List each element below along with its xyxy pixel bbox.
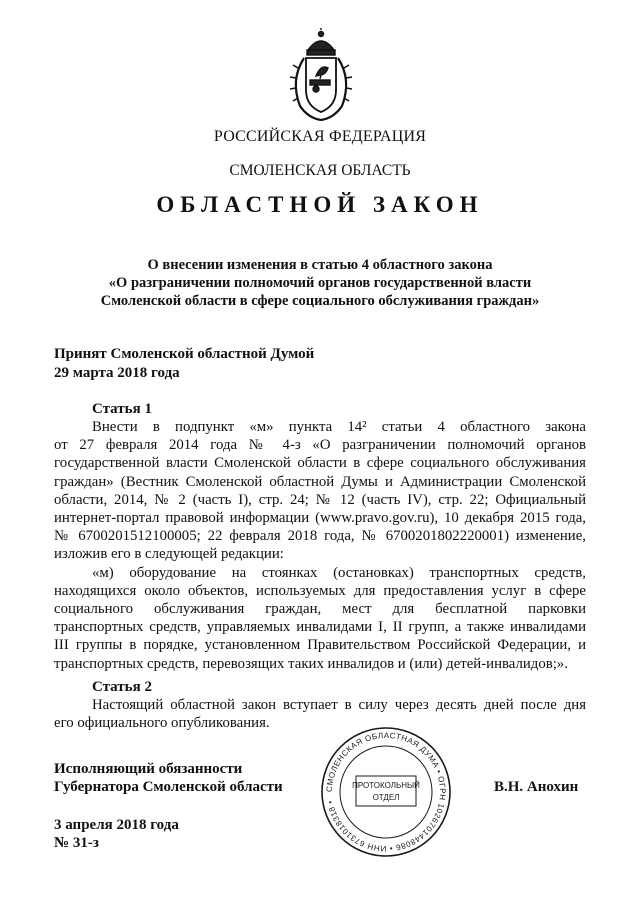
law-number: № 31-з bbox=[54, 835, 99, 851]
article1-line: № 6700201512100005; 22 февраля 2018 года, № 6700201802220001) изменение, bbox=[54, 528, 586, 545]
quote-line: транспортных средств, управляемых инвалидами I, II групп, а также инвалидами bbox=[54, 619, 586, 636]
signatory-name: В.Н. Анохин bbox=[494, 779, 579, 795]
article1-body bbox=[54, 418, 586, 673]
adoption-line: Принят Смоленской областной Думой bbox=[54, 346, 315, 362]
article1-line: области, 2014, № 2 (часть I), стр. 24; № 12 (часть IV), стр. 22; Официальный bbox=[54, 491, 586, 508]
document-type-heading: ОБЛАСТНОЙ ЗАКОН bbox=[156, 192, 484, 217]
quote-line: III группы в порядке, установленном Правительством Российской Федерации, и bbox=[54, 637, 586, 654]
law-title-line: «О разграничении полномочий органов государственной власти bbox=[108, 275, 532, 291]
quote-line: транспортных средств, перевозящих таких инвалидов и (или) детей-инвалидов;». bbox=[54, 655, 568, 672]
article2-line: Настоящий областной закон вступает в силу через десять дней после дня bbox=[92, 697, 586, 713]
law-title-line: О внесении изменения в статью 4 областного закона bbox=[147, 257, 493, 273]
stamp-outer-text: СМОЛЕНСКАЯ ОБЛАСТНАЯ ДУМА • ОГРН 1026701448086 • ИНН 6731018318 • bbox=[324, 730, 448, 854]
quote-line: «м) оборудование на стоянках (остановках) транспортных средств, bbox=[92, 564, 586, 581]
article2-heading: Статья 2 bbox=[92, 679, 152, 695]
article1-line: изложив его в следующей редакции: bbox=[54, 546, 284, 563]
official-stamp-icon bbox=[318, 724, 454, 860]
article1-line: Внести в подпункт «м» пункта 14² статьи 4 областного закона bbox=[92, 419, 586, 435]
law-title bbox=[0, 256, 640, 310]
stamp-center-line2: ОТДЕЛ bbox=[372, 793, 400, 802]
article1-heading: Статья 1 bbox=[92, 401, 152, 417]
signatory-role-line1: Исполняющий обязанности bbox=[54, 761, 243, 777]
adoption-date: 29 марта 2018 года bbox=[54, 365, 180, 381]
region-heading: СМОЛЕНСКАЯ ОБЛАСТЬ bbox=[229, 162, 411, 179]
article1-line: граждан» (Вестник Смоленской областной Думы и Администрации Смоленской bbox=[54, 473, 586, 490]
signatory-role-line2: Губернатора Смоленской области bbox=[54, 779, 283, 795]
article1-line: от 27 февраля 2014 года № 4-з «О разграничении полномочий органов bbox=[54, 437, 586, 454]
country-heading: РОССИЙСКАЯ ФЕДЕРАЦИЯ bbox=[213, 128, 427, 145]
quote-line: находящихся около объектов, используемых для предоставления услуг в сфере bbox=[54, 582, 586, 599]
stamp-center-line1: ПРОТОКОЛЬНЫЙ bbox=[352, 781, 420, 790]
article1-line: государственной власти Смоленской области в сфере социального обслуживания bbox=[54, 455, 586, 472]
article1-line: интернет-портал правовой информации (www.pravo.gov.ru), 10 декабря 2015 года, bbox=[54, 510, 586, 527]
article2-line: его официального опубликования. bbox=[54, 715, 270, 732]
quote-line: социального обслуживания граждан, мест для бесплатной парковки bbox=[54, 601, 586, 618]
signing-date: 3 апреля 2018 года bbox=[54, 817, 179, 833]
coat-of-arms-icon bbox=[286, 28, 356, 128]
law-title-line: Смоленской области в сфере социального обслуживания граждан» bbox=[100, 293, 540, 309]
